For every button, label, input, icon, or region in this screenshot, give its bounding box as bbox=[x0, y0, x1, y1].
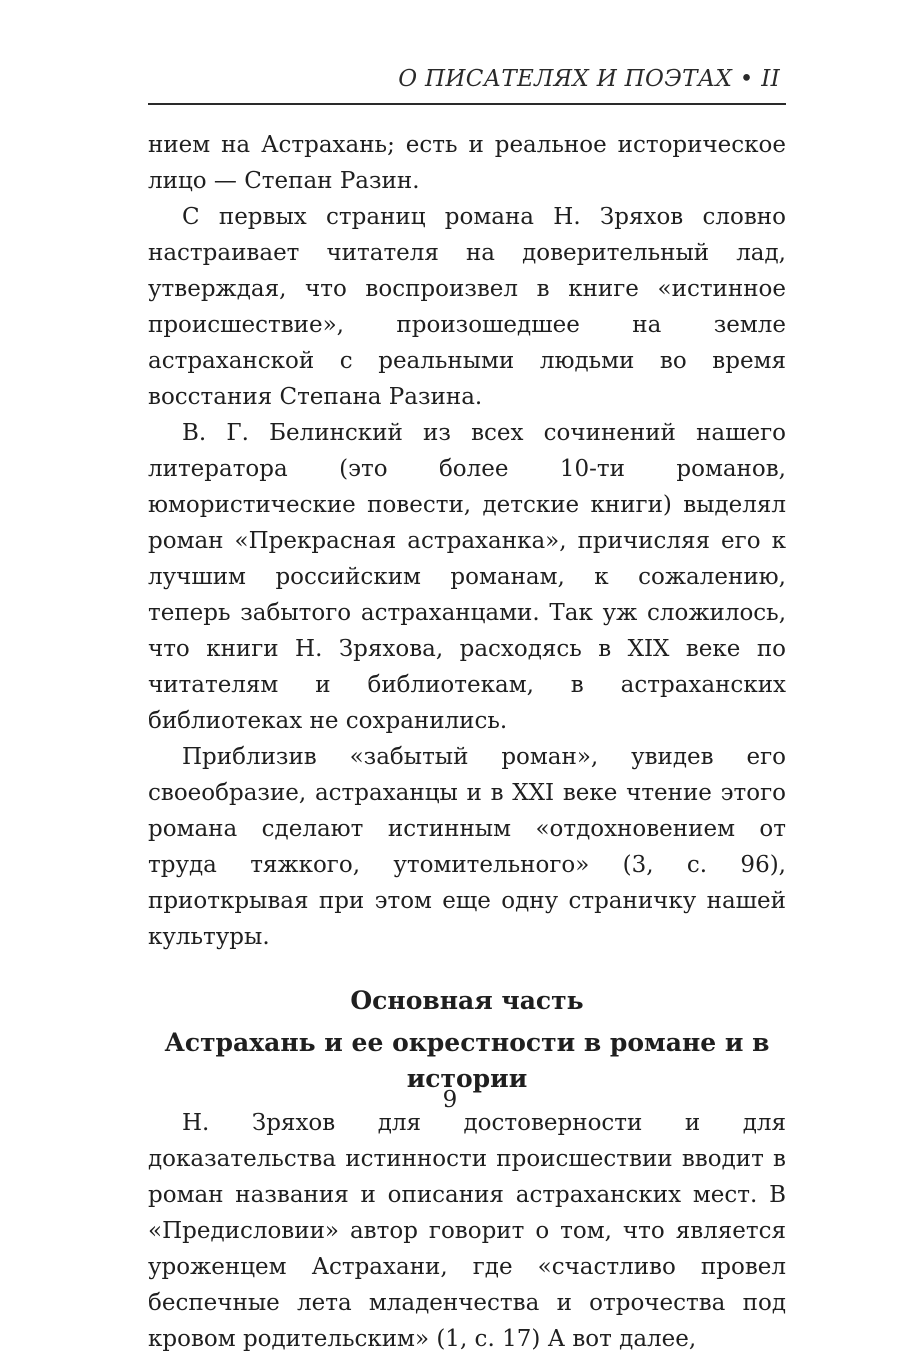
paragraph-5: Н. Зряхов для достоверности и для доказательства истинности происшествии вводит в роман названия и описания астраханских мест. В «Предисловии» автор говорит о том, что является уроженцем Астрахани, где «счастливо провел беспечные лета младенчества и отрочества под кровом родительским» (1, с. 17) А вот далее, bbox=[148, 1110, 786, 1352]
running-header: О ПИСАТЕЛЯХ И ПОЭТАХ • II bbox=[398, 66, 780, 92]
body-text bbox=[148, 127, 786, 1357]
paragraph-4: Приблизив «забытый роман», увидев его своеобразие, астраханцы и в XXI веке чтение этого романа сделают истинным «отдохновением от труда тяжкого, утомительного» (3, с. 96), приоткрывая при этом еще одну страничку нашей культуры. bbox=[148, 744, 786, 950]
paragraph-2: С первых страниц романа Н. Зряхов словно настраивает читателя на доверительный лад, утверждая, что воспроизвел в книге «истинное происшествие», произошедшее на земле астраханской с реальными людьми во время восстания Степана Разина. bbox=[148, 204, 786, 410]
section-subheading: Астрахань и ее окрестности в романе и в истории bbox=[164, 1028, 770, 1093]
paragraph-3: В. Г. Белинский из всех сочинений нашего литератора (это более 10-ти романов, юмористические повести, детские книги) выделял роман «Прекрасная астраханка», причисляя его к лучшим российским романам, к сожалению, теперь забытого астраханцами. Так уж сложилось, что книги Н. Зряхова, расходясь в XIX веке по читателям и библиотекам, в астраханских библиотеках не сохранились. bbox=[148, 420, 786, 734]
section-heading: Основная часть bbox=[350, 986, 584, 1015]
page-number: 9 bbox=[442, 1087, 458, 1113]
paragraph-1: нием на Астрахань; есть и реальное историческое лицо — Степан Разин. bbox=[148, 132, 786, 194]
header-rule bbox=[148, 103, 786, 105]
